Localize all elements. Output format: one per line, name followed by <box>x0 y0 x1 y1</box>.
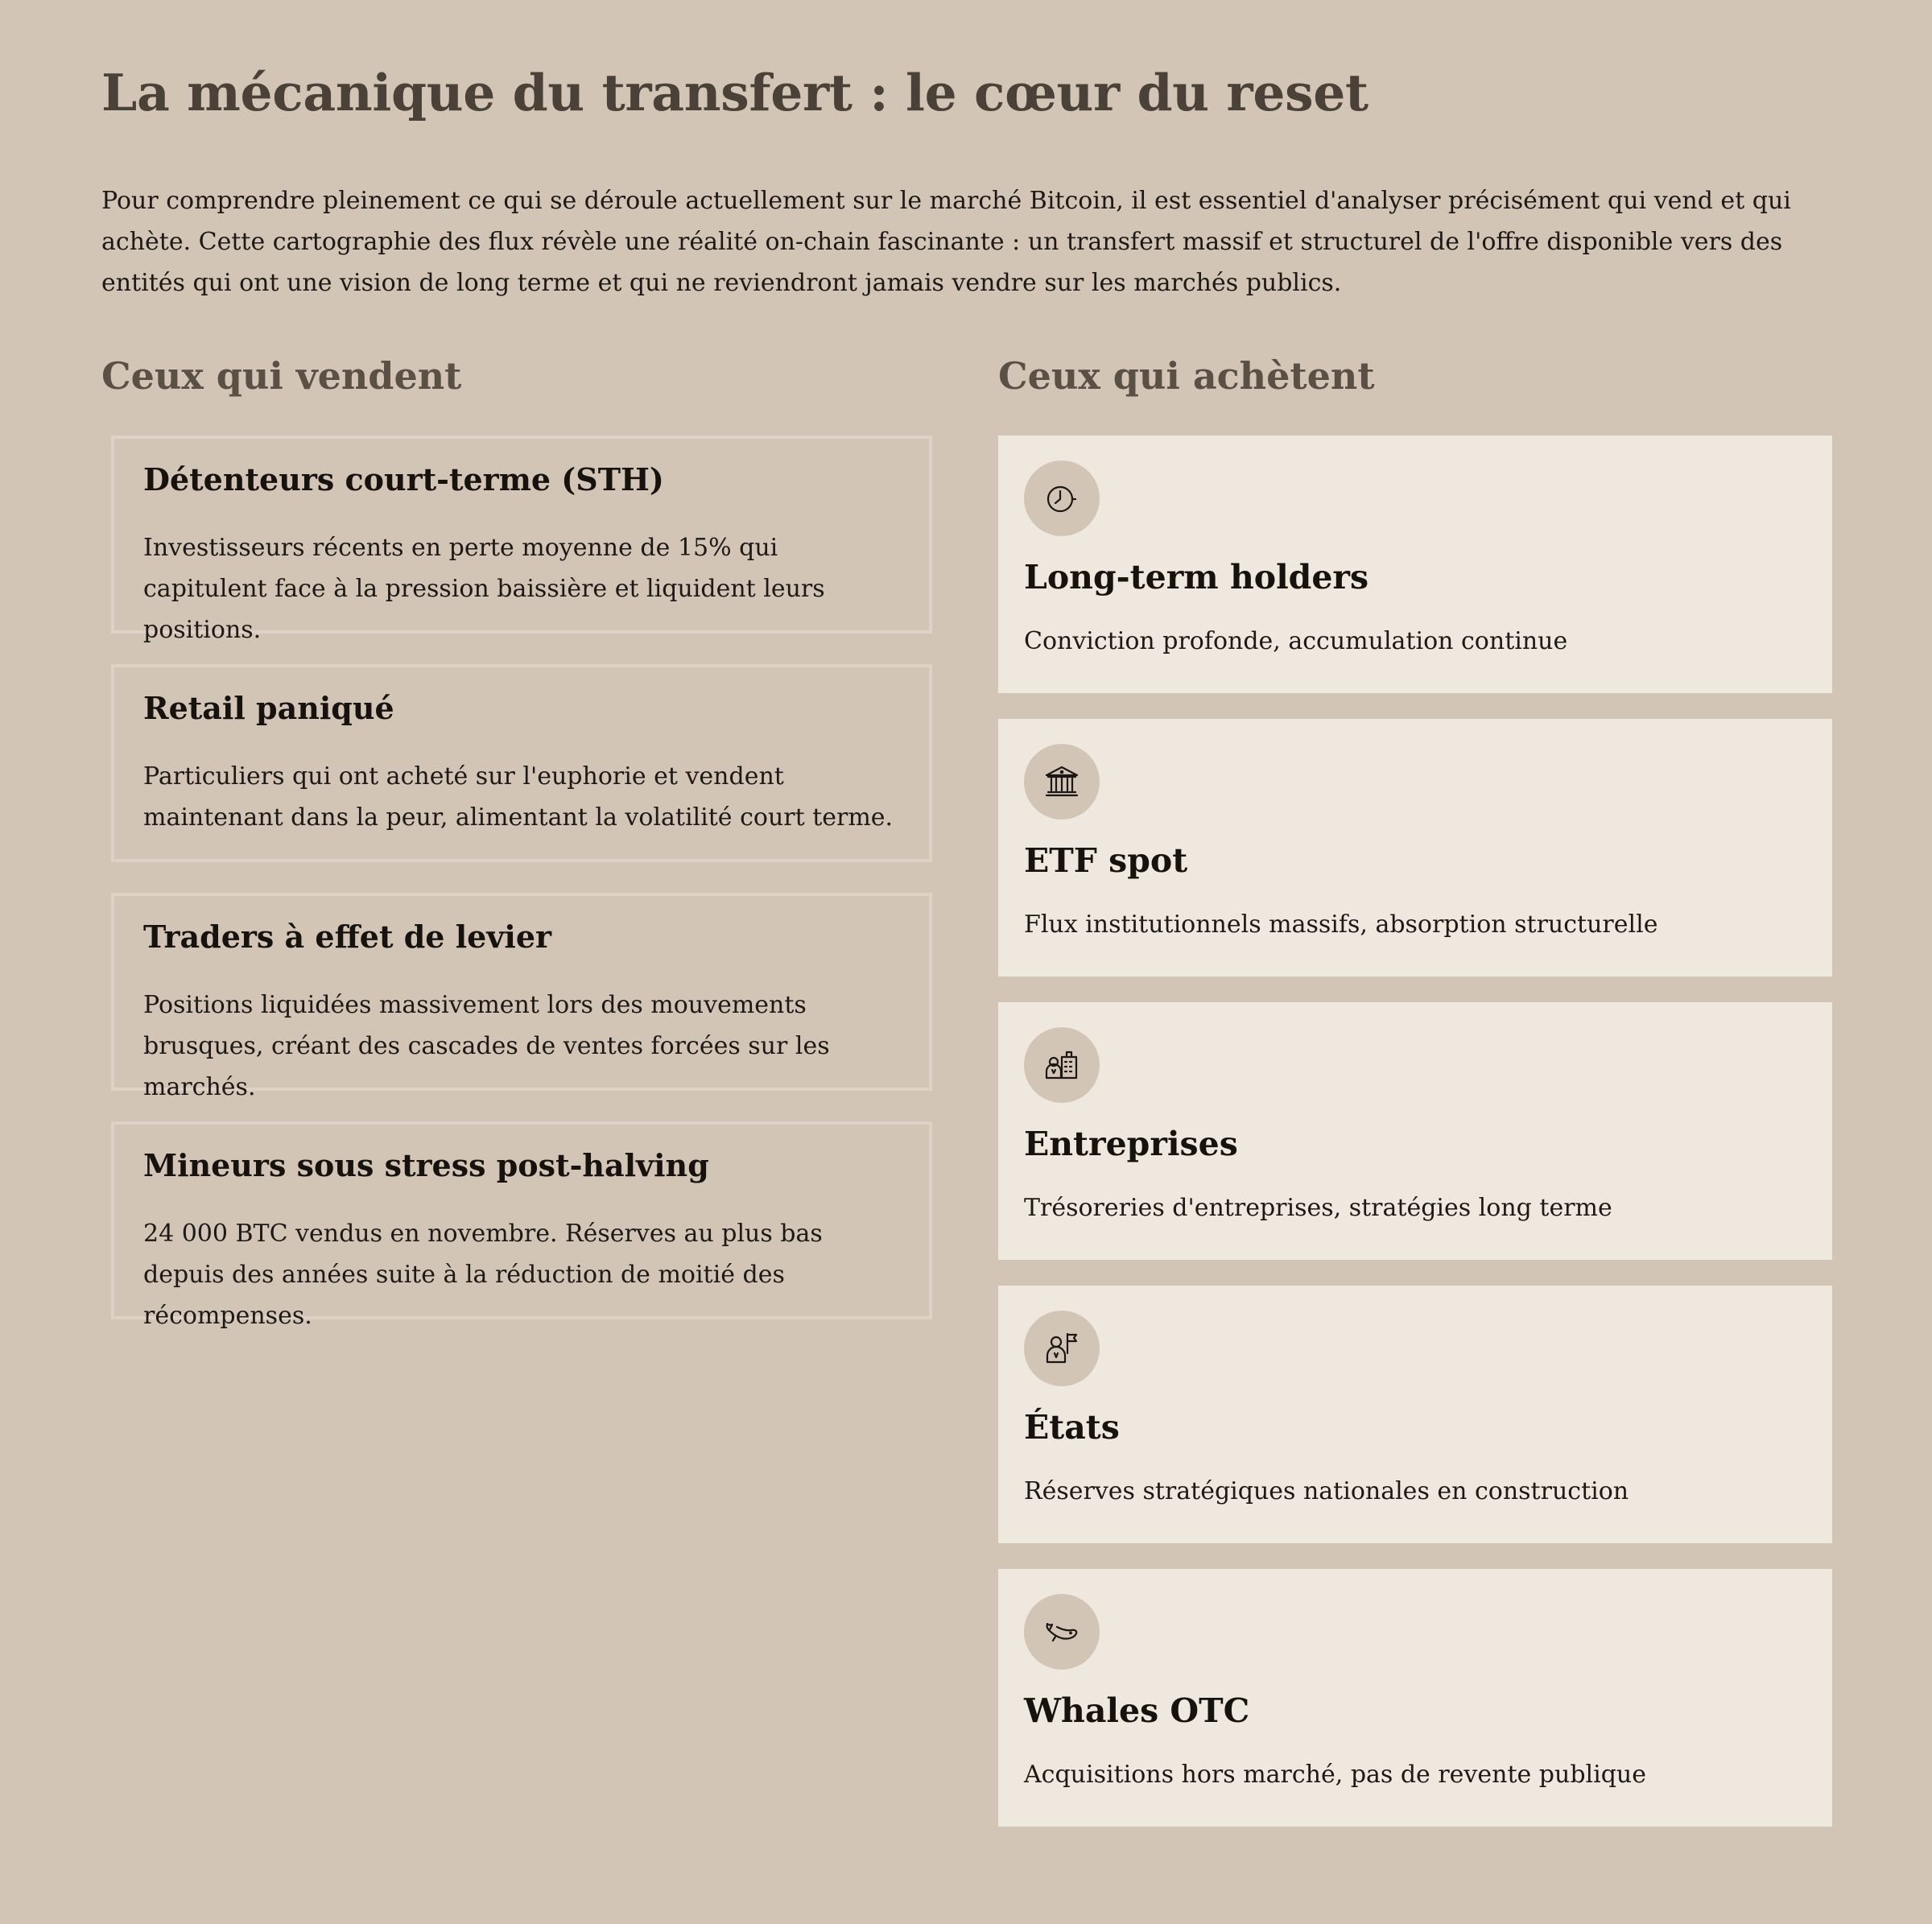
buyer-card-title: Entreprises <box>1024 1125 1238 1163</box>
page-title: La mécanique du transfert : le cœur du reset <box>101 63 1368 122</box>
business-building-icon <box>1024 1027 1100 1103</box>
seller-card-text: Particuliers qui ont acheté sur l'euphorie et vendent maintenant dans la peur, alimentant la volatilité court terme. <box>143 762 894 832</box>
buyer-card-text: Réserves stratégiques nationales en construction <box>1024 1477 1629 1505</box>
buyer-card <box>998 1569 1832 1827</box>
seller-card <box>111 893 932 1101</box>
seller-card-text: Investisseurs récents en perte moyenne de 15% qui capitulent face à la pression baissière et liquident leurs positions. <box>143 534 825 644</box>
seller-card <box>111 664 932 862</box>
buyer-card <box>998 436 1832 693</box>
bank-icon <box>1024 744 1100 820</box>
buyer-card-text: Conviction profonde, accumulation continue <box>1024 627 1568 655</box>
buyer-card <box>998 1286 1832 1543</box>
buyer-card-title: Whales OTC <box>1024 1691 1250 1730</box>
seller-card-title: Détenteurs court-terme (STH) <box>143 461 664 498</box>
intro-paragraph: Pour comprendre pleinement ce qui se déroule actuellement sur le marché Bitcoin, il est essentiel d'analyser précisément qui vend et qui achète. Cette cartographie des flux révèle une réalité on-chain fascinante : un transfert massif et structurel de l'offre disponible vers des entités qui ont une vision de long terme et qui ne reviendront jamais vendre sur les marchés publics. <box>101 187 1791 297</box>
sellers-heading: Ceux qui vendent <box>101 354 462 398</box>
seller-card-title: Retail paniqué <box>143 690 394 726</box>
seller-card-title: Traders à effet de levier <box>143 919 552 955</box>
seller-card <box>111 1121 932 1330</box>
buyer-card-title: Long-term holders <box>1024 558 1369 597</box>
buyer-card-text: Trésoreries d'entreprises, stratégies long terme <box>1024 1194 1612 1222</box>
buyer-card <box>998 719 1832 976</box>
buyer-card-title: ETF spot <box>1024 841 1188 880</box>
buyers-heading: Ceux qui achètent <box>998 354 1375 398</box>
person-flag-icon <box>1024 1311 1100 1386</box>
seller-card-title: Mineurs sous stress post-halving <box>143 1147 709 1183</box>
buyer-card-title: États <box>1024 1408 1120 1447</box>
buyer-card-text: Acquisitions hors marché, pas de revente publique <box>1024 1761 1646 1789</box>
seller-card <box>111 436 932 644</box>
clock-icon <box>1024 460 1100 536</box>
seller-card-text: Positions liquidées massivement lors des mouvements brusques, créant des cascades de ventes forcées sur les marchés. <box>143 991 830 1101</box>
buyer-card-text: Flux institutionnels massifs, absorption structurelle <box>1024 910 1658 939</box>
buyer-card <box>998 1002 1832 1260</box>
seller-card-text: 24 000 BTC vendus en novembre. Réserves au plus bas depuis des années suite à la réduction de moitié des récompenses. <box>143 1220 823 1330</box>
whale-icon <box>1024 1594 1100 1670</box>
